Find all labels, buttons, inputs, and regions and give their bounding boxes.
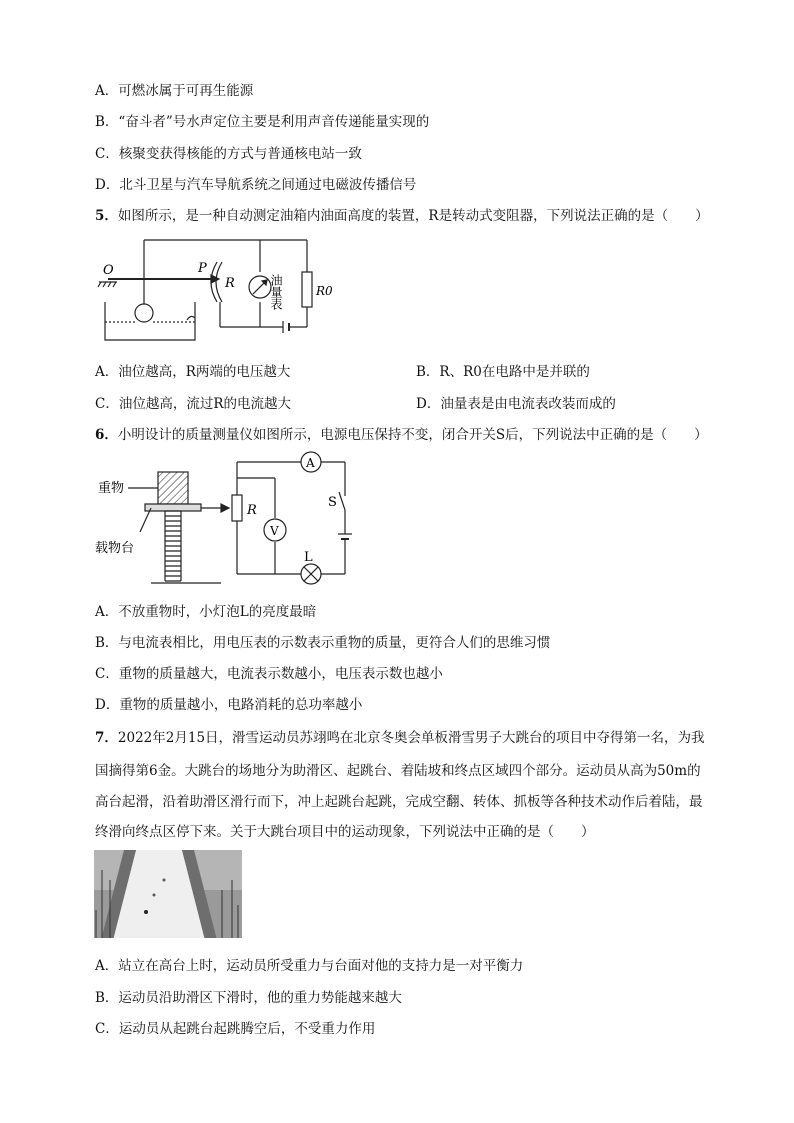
q4-option-b: B．“奋斗者”号水声定位主要是利用声音传递能量实现的: [95, 114, 430, 130]
q6-label-platform: 载物台: [95, 541, 135, 556]
q6-option-b: B．与电流表相比，用电压表的示数表示重物的质量，更符合人们的思维习惯: [95, 635, 551, 651]
q5-label-r: R: [225, 276, 235, 291]
q6-stem: [95, 426, 708, 444]
q6-label-s: S: [328, 495, 337, 510]
q5-figure: [95, 232, 335, 342]
q5-option-c: C．油位越高，流过R的电流越大: [95, 396, 291, 412]
q7-stem-line-3: 高台起滑，沿着助滑区滑行而下，冲上起跳台起跳，完成空翻、转体、抓板等各种技术动作后着陆，最: [95, 794, 703, 810]
q6-label-v: V: [270, 524, 279, 538]
q7-stem-line-1: [95, 729, 705, 747]
q6-label-a: A: [306, 456, 315, 470]
q5-stem: [95, 207, 709, 225]
q6-number: 6．: [95, 427, 118, 443]
q6-option-c: C．重物的质量越大，电流表示数越小，电压表示数也越小: [95, 666, 443, 682]
q7-stem-line-2: 国摘得第6金。大跳台的场地分为助滑区、起跳台、着陆坡和终点区域四个部分。运动员从高为50m的: [95, 763, 701, 779]
q6-option-d: D．重物的质量越小，电路消耗的总功率越小: [95, 697, 363, 713]
q7-stem-line-4: 终滑向终点区停下来。关于大跳台项目中的运动现象，下列说法中正确的是（ ）: [95, 824, 595, 840]
q7-option-c: C．运动员从起跳台起跳腾空后，不受重力作用: [95, 1021, 376, 1037]
q4-option-c: C．核聚变获得核能的方式与普通核电站一致: [95, 146, 362, 162]
q6-option-a: A．不放重物时，小灯泡L的亮度最暗: [95, 604, 317, 620]
q5-number: 5．: [95, 208, 118, 224]
q6-figure: [95, 448, 355, 590]
q7-ski-jump-photo: [94, 850, 242, 944]
q7-stem-text-1: 2022年2月15日，滑雪运动员苏翊鸣在北京冬奥会单板滑雪男子大跳台的项目中夺得第一名，为我: [117, 730, 705, 746]
q7-option-b: B．运动员沿助滑区下滑时，他的重力势能越来越大: [95, 990, 402, 1006]
q7-option-a: A．站立在高台上时，运动员所受重力与台面对他的支持力是一对平衡力: [95, 958, 524, 974]
q5-option-d: D．油量表是由电流表改装而成的: [416, 396, 616, 412]
q5-label-r0: R0: [316, 284, 333, 298]
q5-label-meter: 油量表: [269, 274, 283, 310]
q5-label-o: O: [103, 263, 114, 278]
q6-label-r: R: [247, 503, 257, 518]
q4-option-a: A．可燃冰属于可再生能源: [95, 83, 254, 99]
q6-label-weight: 重物: [98, 481, 125, 496]
q6-label-l: L: [304, 550, 313, 565]
q4-option-d: D．北斗卫星与汽车导航系统之间通过电磁波传播信号: [95, 177, 417, 193]
q7-number: 7．: [95, 730, 118, 746]
q5-option-a: A．油位越高，R两端的电压越大: [95, 364, 291, 380]
q6-stem-text: 小明设计的质量测量仪如图所示，电源电压保持不变，闭合开关S后，下列说法中正确的是（ ）: [117, 427, 708, 443]
q5-label-p: P: [198, 261, 207, 276]
q5-stem-text: 如图所示，是一种自动测定油箱内油面高度的装置，R是转动式变阻器，下列说法正确的是（ ）: [117, 208, 709, 224]
q5-option-b: B．R、R0在电路中是并联的: [416, 364, 590, 380]
